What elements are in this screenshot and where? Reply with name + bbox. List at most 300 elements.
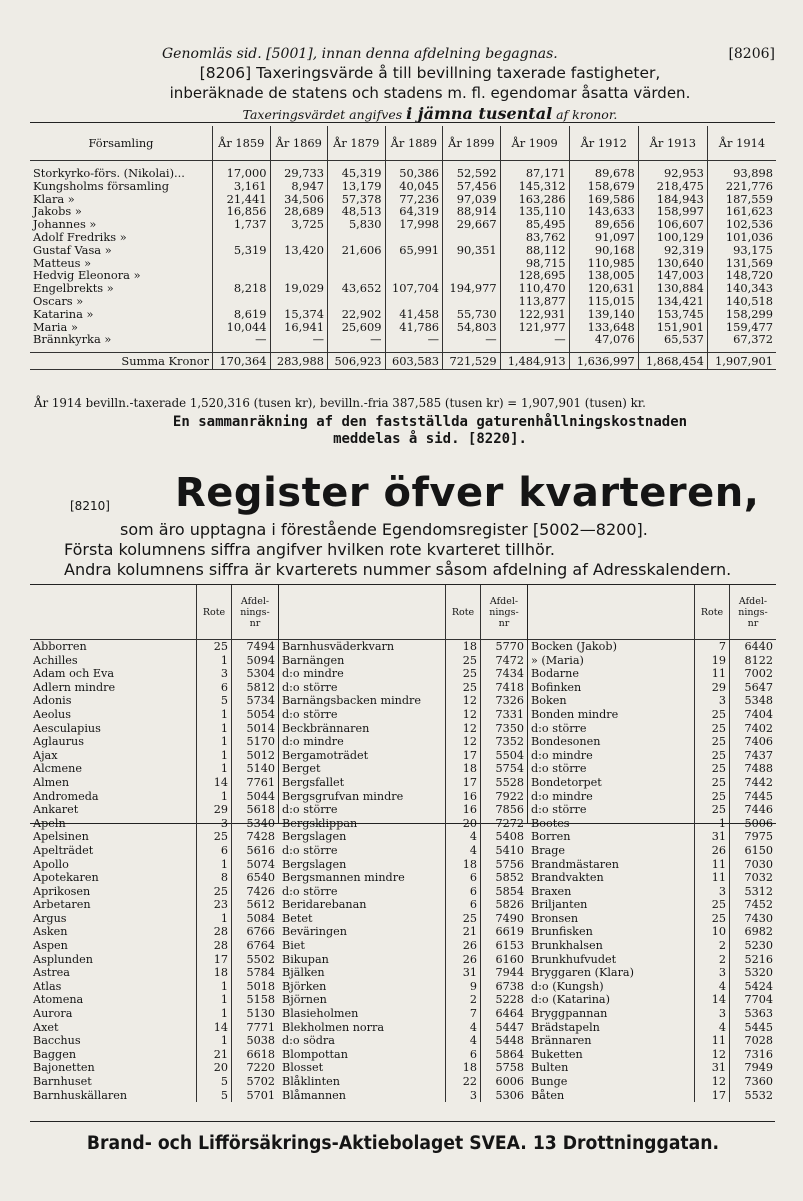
rote-number: 1 [197, 722, 232, 736]
rote-number: 1 [197, 762, 232, 776]
list-item [30, 1007, 278, 1021]
parish-name: Adolf Fredriks » [33, 229, 127, 244]
list-item [528, 749, 776, 763]
block-name: Brandvakten [531, 871, 604, 885]
block-name: Bofinken [531, 680, 582, 694]
rote-number: 31 [446, 966, 481, 980]
value-cell: 47,076 [569, 333, 638, 346]
rote-number: 6 [197, 681, 232, 695]
value-cell: 52,592 [443, 167, 501, 180]
value-cell: 29,667 [443, 218, 501, 231]
block-name: Astrea [33, 966, 70, 980]
register-number: [8210] [70, 499, 110, 513]
list-item [528, 898, 776, 912]
value-cell: 64,319 [385, 205, 443, 218]
rote-number: 3 [695, 966, 730, 980]
block-name: Biet [282, 939, 305, 953]
block-name: Adam och Eva [33, 667, 114, 681]
rote-number: 20 [446, 817, 481, 831]
list-item [279, 1021, 527, 1035]
value-cell: 130,884 [638, 282, 707, 295]
list-item [528, 993, 776, 1007]
rote-number: 1 [197, 1034, 232, 1048]
afdelning-number: 7761 [232, 776, 279, 790]
value-cell: — [500, 333, 569, 346]
block-name: » (Maria) [531, 653, 584, 667]
afdelning-header-line: nings- [489, 606, 519, 618]
sum-cell: 170,364 [213, 353, 271, 370]
value-cell [385, 295, 443, 308]
afdelning-number: 7402 [730, 722, 777, 736]
block-name: Bodarne [531, 667, 579, 681]
value-cell: 17,000 [213, 167, 271, 180]
list-item [279, 708, 527, 722]
rote-number: 25 [695, 735, 730, 749]
rote-number: 18 [446, 1061, 481, 1075]
parish-name: Katarina » [33, 306, 94, 321]
rote-number: 2 [695, 939, 730, 953]
rote-number: 1 [197, 858, 232, 872]
sum-cell: 603,583 [385, 353, 443, 370]
list-item [528, 708, 776, 722]
rote-number: 25 [695, 790, 730, 804]
afdelning-number: 7446 [730, 803, 777, 817]
rote-number: 17 [695, 1089, 730, 1103]
list-item [279, 803, 527, 817]
afdelning-number: 5044 [232, 790, 279, 804]
value-cell: 50,386 [385, 167, 443, 180]
list-item [30, 912, 278, 926]
block-name: d:o mindre [282, 735, 344, 749]
list-item [30, 708, 278, 722]
afdelning-number: 5228 [481, 993, 528, 1007]
rote-number: 4 [695, 980, 730, 994]
rote-number: 6 [446, 885, 481, 899]
list-item [30, 735, 278, 749]
tax-col-header: År 1913 [638, 126, 707, 161]
register-table [279, 585, 527, 1102]
afdelning-number: 6619 [481, 925, 528, 939]
afdelning-number: 6764 [232, 939, 279, 953]
value-cell: — [270, 333, 328, 346]
value-cell: 218,475 [638, 180, 707, 193]
afdelning-number: 5170 [232, 735, 279, 749]
rote-number: 25 [446, 654, 481, 668]
list-item [30, 667, 278, 681]
rote-number: 25 [446, 667, 481, 681]
value-cell: — [328, 333, 386, 346]
afdelning-number: 6982 [730, 925, 777, 939]
block-name: d:o större [282, 884, 338, 898]
sum-label: Summa Kronor [30, 353, 213, 370]
block-name: Atomena [33, 993, 84, 1007]
value-cell: 135,110 [500, 205, 569, 218]
block-name: Beridarebanan [282, 898, 367, 912]
value-cell: 169,586 [569, 193, 638, 206]
block-name: Brage [531, 843, 566, 857]
block-name: Bergslagen [282, 857, 347, 871]
afdelning-number: 5532 [730, 1089, 777, 1103]
afdelning-number: 5306 [481, 1089, 528, 1103]
list-item [279, 654, 527, 668]
block-name: Bergamoträdet [282, 748, 369, 762]
block-name: d:o mindre [531, 789, 593, 803]
rote-number: 21 [446, 925, 481, 939]
block-name: Buketten [531, 1047, 583, 1061]
rote-number: 3 [197, 817, 232, 831]
value-cell: 89,656 [569, 218, 638, 231]
sum-cell: 283,988 [270, 353, 328, 370]
block-name: Brädstapeln [531, 1020, 600, 1034]
block-name: Betet [282, 911, 313, 925]
value-cell: 45,319 [328, 167, 386, 180]
afdelning-number: 5502 [232, 953, 279, 967]
list-item [30, 939, 278, 953]
rote-number: 9 [446, 980, 481, 994]
list-item [528, 803, 776, 817]
value-cell: 110,470 [500, 282, 569, 295]
rote-number: 4 [446, 844, 481, 858]
block-name: Aprikosen [33, 884, 91, 898]
rote-number: 14 [197, 776, 232, 790]
register-table [528, 585, 776, 1102]
list-item [528, 1034, 776, 1048]
value-cell: 16,941 [270, 321, 328, 334]
block-name: Bergsgrufvan mindre [282, 789, 404, 803]
value-cell: 21,441 [213, 193, 271, 206]
value-cell: 16,856 [213, 205, 271, 218]
value-cell: — [385, 333, 443, 346]
rote-number: 20 [197, 1061, 232, 1075]
afdelning-number: 5084 [232, 912, 279, 926]
value-cell: — [443, 333, 501, 346]
value-cell: 107,704 [385, 282, 443, 295]
afdelning-number: 7030 [730, 858, 777, 872]
afdelning-number: 7220 [232, 1061, 279, 1075]
block-name: Brunkhufvudet [531, 952, 617, 966]
sum-cell: 1,907,901 [707, 353, 776, 370]
list-item [30, 993, 278, 1007]
value-cell: 8,947 [270, 180, 328, 193]
list-item [279, 1034, 527, 1048]
afdelning-number: 6540 [232, 871, 279, 885]
afdelning-header-line: Afdel- [489, 595, 519, 607]
afdelning-header-line: nings- [738, 606, 768, 618]
rote-number: 6 [197, 844, 232, 858]
list-item [30, 1021, 278, 1035]
list-item [30, 858, 278, 872]
afdelning-number: 6440 [730, 640, 777, 654]
rote-number: 4 [446, 830, 481, 844]
block-name: Barnhusväderkvarn [282, 640, 395, 653]
afdelning-number: 7404 [730, 708, 777, 722]
block-name: Baggen [33, 1047, 77, 1061]
value-cell: 128,695 [500, 269, 569, 282]
afdelning-header [232, 585, 279, 640]
value-cell [213, 231, 271, 244]
block-name: Brunkhalsen [531, 939, 603, 953]
list-item [279, 640, 527, 654]
block-name: Almen [33, 775, 70, 789]
value-cell: 28,689 [270, 205, 328, 218]
sum-cell: 1,868,454 [638, 353, 707, 370]
list-item [30, 844, 278, 858]
list-item [279, 898, 527, 912]
tax-col-header: År 1859 [213, 126, 271, 161]
value-cell: 113,877 [500, 295, 569, 308]
list-item [279, 966, 527, 980]
block-name: d:o mindre [282, 667, 344, 681]
block-name: Bergslagen [282, 830, 347, 844]
afdelning-number: 7352 [481, 735, 528, 749]
list-item [279, 694, 527, 708]
list-item [30, 898, 278, 912]
rote-number: 1 [197, 654, 232, 668]
afdelning-number: 5074 [232, 858, 279, 872]
value-cell: 139,140 [569, 308, 638, 321]
rote-number: 18 [446, 762, 481, 776]
rote-number: 7 [446, 1007, 481, 1021]
rote-number: 11 [695, 858, 730, 872]
parish-name: Hedvig Eleonora » [33, 268, 141, 283]
block-name: d:o större [282, 707, 338, 721]
rote-header: Rote [197, 585, 232, 640]
afdelning-header-line: Afdel- [738, 595, 768, 607]
rote-number: 28 [197, 939, 232, 953]
list-item [279, 681, 527, 695]
value-cell: 88,914 [443, 205, 501, 218]
list-item [30, 776, 278, 790]
afdelning-number: 5130 [232, 1007, 279, 1021]
value-cell: 5,319 [213, 244, 271, 257]
note-b: i jämna tusental [406, 104, 553, 123]
list-item [279, 858, 527, 872]
block-name: d:o större [282, 843, 338, 857]
sum-cell: 1,636,997 [569, 353, 638, 370]
block-name: Aesculapius [33, 721, 101, 735]
register-column [30, 585, 278, 1102]
afdelning-number: 5784 [232, 966, 279, 980]
value-cell: 121,977 [500, 321, 569, 334]
value-cell: 120,631 [569, 282, 638, 295]
list-item [30, 749, 278, 763]
rote-number: 17 [446, 749, 481, 763]
afdelning-number: 7316 [730, 1048, 777, 1062]
list-item [30, 830, 278, 844]
rote-number: 12 [446, 735, 481, 749]
rote-number: 4 [446, 1021, 481, 1035]
list-item [528, 1007, 776, 1021]
afdelning-number: 5230 [730, 939, 777, 953]
block-name: Bocken (Jakob) [531, 640, 617, 653]
afdelning-number: 5038 [232, 1034, 279, 1048]
afdelning-number: 7002 [730, 667, 777, 681]
list-item [30, 1089, 278, 1103]
value-cell: 122,931 [500, 308, 569, 321]
section-note [110, 104, 750, 123]
block-name: Aurora [33, 1007, 73, 1021]
rote-number: 11 [695, 667, 730, 681]
block-name: Apeln [33, 816, 66, 830]
rote-number: 1 [197, 749, 232, 763]
parish-name: Matteus » [33, 255, 92, 270]
list-item [528, 912, 776, 926]
block-name: Alcmene [33, 762, 82, 776]
list-item [279, 1061, 527, 1075]
value-cell: 10,044 [213, 321, 271, 334]
afdelning-number: 7406 [730, 735, 777, 749]
list-item [279, 1089, 527, 1103]
block-name: Bjälken [282, 966, 325, 980]
afdelning-number: 7426 [232, 885, 279, 899]
table-row [30, 333, 776, 346]
rote-number: 17 [446, 776, 481, 790]
register-subtitle-2: Första kolumnens siffra angifver hvilken rote kvarteret tillhör. [64, 540, 556, 559]
block-name: Bergsklippan [282, 816, 358, 830]
list-item [30, 871, 278, 885]
afdelning-number: 5014 [232, 722, 279, 736]
value-cell: 19,029 [270, 282, 328, 295]
summation-notice [110, 414, 750, 448]
afdelning-number: 5312 [730, 885, 777, 899]
rote-number: 17 [197, 953, 232, 967]
afdelning-number: 6153 [481, 939, 528, 953]
block-name: Asken [33, 925, 68, 939]
value-cell: 221,776 [707, 180, 776, 193]
list-item [279, 1075, 527, 1089]
value-cell: 21,606 [328, 244, 386, 257]
value-cell: 88,112 [500, 244, 569, 257]
list-item [528, 980, 776, 994]
value-cell: 90,351 [443, 244, 501, 257]
list-item [528, 1061, 776, 1075]
value-cell [270, 295, 328, 308]
rote-number: 1 [197, 790, 232, 804]
block-name: Beckbrännaren [282, 721, 370, 735]
block-name: Bergsmannen mindre [282, 871, 405, 885]
afdelning-number: 7944 [481, 966, 528, 980]
bottom-rule [30, 1121, 775, 1122]
value-cell: 151,901 [638, 321, 707, 334]
value-cell: 8,218 [213, 282, 271, 295]
rote-number: 16 [446, 803, 481, 817]
block-name: Blompottan [282, 1047, 348, 1061]
tax-value-table [30, 126, 776, 370]
list-item [279, 1007, 527, 1021]
block-name: d:o (Kungsh) [531, 979, 604, 993]
afdelning-number: 6150 [730, 844, 777, 858]
list-item [528, 925, 776, 939]
rote-number: 3 [446, 1089, 481, 1103]
rote-number: 5 [197, 694, 232, 708]
value-cell: 83,762 [500, 231, 569, 244]
list-item [528, 1075, 776, 1089]
rote-number: 12 [446, 708, 481, 722]
rote-number: 18 [446, 858, 481, 872]
rote-number: 29 [197, 803, 232, 817]
block-name: Blasieholmen [282, 1007, 359, 1021]
list-item [528, 830, 776, 844]
value-cell: 3,725 [270, 218, 328, 231]
rote-number: 2 [695, 953, 730, 967]
value-cell: 85,495 [500, 218, 569, 231]
block-name: Ajax [33, 748, 58, 762]
value-cell: 41,786 [385, 321, 443, 334]
afdelning-number: 5864 [481, 1048, 528, 1062]
block-name: d:o (Katarina) [531, 993, 610, 1007]
list-item [279, 722, 527, 736]
list-item [279, 749, 527, 763]
afdelning-number: 7360 [730, 1075, 777, 1089]
list-item [528, 939, 776, 953]
list-item [528, 735, 776, 749]
value-cell: 138,005 [569, 269, 638, 282]
value-cell [270, 231, 328, 244]
list-item [279, 871, 527, 885]
rote-number: 6 [446, 871, 481, 885]
block-name: Boken [531, 694, 567, 708]
rote-number: 18 [197, 966, 232, 980]
afdelning-number: 5758 [481, 1061, 528, 1075]
list-item [30, 803, 278, 817]
afdelning-number: 5701 [232, 1089, 279, 1103]
register-column [278, 585, 527, 1102]
afdelning-number: 7418 [481, 681, 528, 695]
table-row [30, 295, 776, 308]
list-item [279, 735, 527, 749]
parish-name: Maria » [33, 319, 78, 334]
name-header [528, 585, 695, 640]
afdelning-number: 5340 [232, 817, 279, 831]
rote-number: 3 [695, 1007, 730, 1021]
rote-number: 25 [695, 776, 730, 790]
parish-name: Johannes » [33, 217, 97, 232]
rote-number: 1 [197, 912, 232, 926]
afdelning-number: 5408 [481, 830, 528, 844]
value-cell: 148,720 [707, 269, 776, 282]
value-cell: 147,003 [638, 269, 707, 282]
summation-line-2: meddelas å sid. [8220]. [333, 431, 527, 447]
list-item [30, 1075, 278, 1089]
rote-number: 11 [695, 871, 730, 885]
value-cell: 5,830 [328, 218, 386, 231]
block-name: Achilles [33, 653, 78, 667]
block-name: Atlas [33, 979, 62, 993]
block-name: Aglaurus [33, 735, 84, 749]
parish-name: Klara » [33, 191, 75, 206]
value-cell: 3,161 [213, 180, 271, 193]
block-name: Bikupan [282, 952, 329, 966]
rote-number: 10 [695, 925, 730, 939]
page-number: [8206] [728, 46, 775, 62]
rote-number: 26 [695, 844, 730, 858]
afdelning-header [730, 585, 777, 640]
value-cell [328, 231, 386, 244]
value-cell: 22,902 [328, 308, 386, 321]
rote-number: 5 [197, 1089, 232, 1103]
value-cell: 106,607 [638, 218, 707, 231]
block-name: Axet [33, 1020, 59, 1034]
block-name: Bronsen [531, 911, 579, 925]
parish-name: Kungsholms församling [33, 178, 170, 193]
afdelning-number: 7350 [481, 722, 528, 736]
block-name: Apotekaren [33, 871, 99, 885]
parish-name: Storkyrko-förs. (Nikolai)... [33, 166, 185, 180]
rote-number: 8 [197, 871, 232, 885]
afdelning-header-line: nr [249, 617, 261, 629]
list-item [528, 681, 776, 695]
value-cell [328, 257, 386, 270]
